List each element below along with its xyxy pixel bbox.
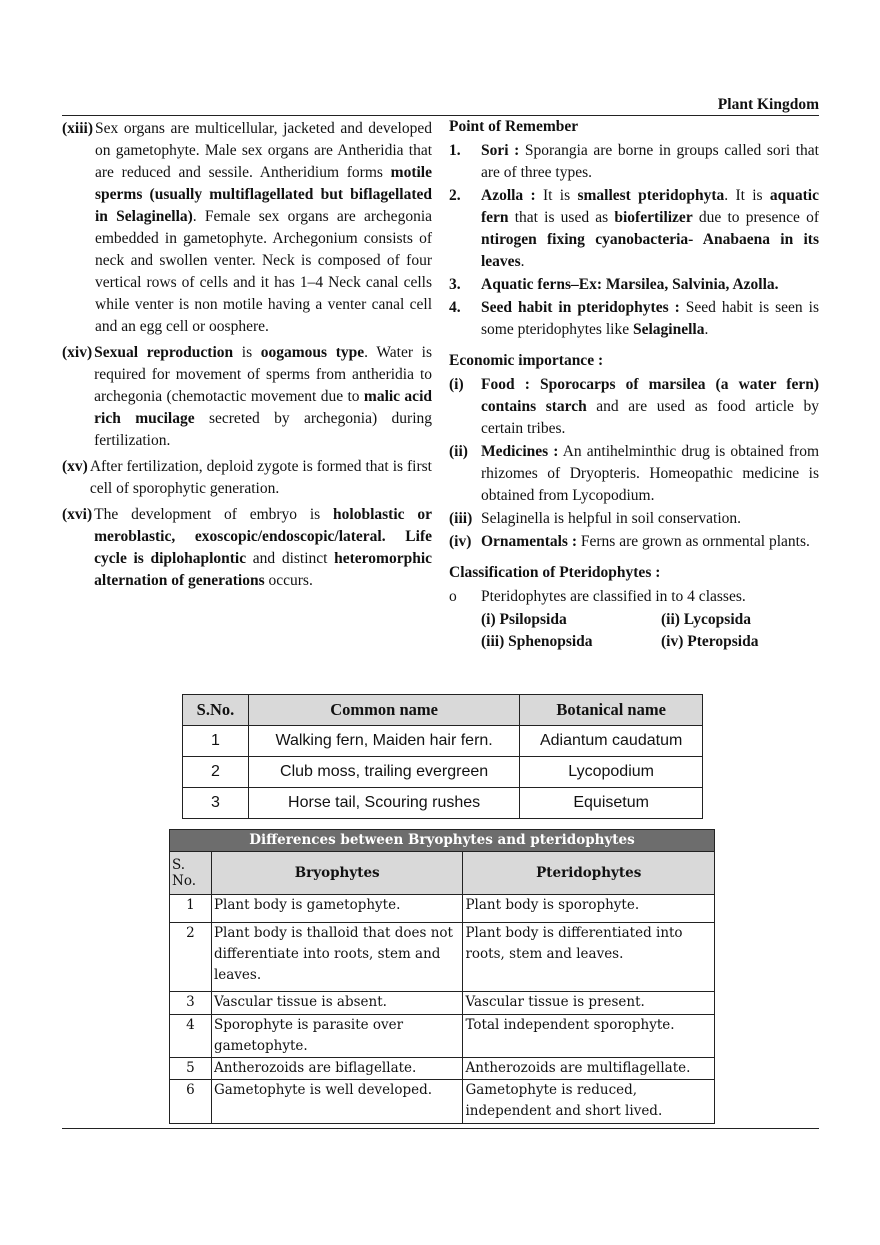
item-number: (ii) [449,443,468,460]
column-header: Pteridophytes [463,852,715,895]
paragraph-number: (xiv) [62,344,93,361]
item-number: (iv) [449,533,472,550]
table-row [183,757,703,788]
paragraph-xv [62,456,432,500]
table-cell: Vascular tissue is absent. [211,992,463,1015]
left-column [62,118,432,596]
table-row [170,895,715,923]
remember-item [449,297,819,341]
item-number: (iii) [449,510,473,527]
table-cell: 2 [170,923,212,992]
table-row [183,726,703,757]
class-list [449,609,819,653]
remember-item [449,274,819,296]
table-cell: Antherozoids are biflagellate. [211,1057,463,1079]
table-cell: 3 [170,992,212,1015]
item-text: Ornamentals : Ferns are grown as ornmental plants. [481,533,810,550]
differences-table [169,829,715,1124]
paragraph-xiv [62,342,432,452]
table-cell: Plant body is gametophyte. [211,895,463,923]
table-row [183,788,703,819]
item-number: 1. [449,142,461,159]
paragraph-text: After fertilization, deploid zygote is formed that is first cell of sporophytic generation. [89,458,432,497]
table-cell: Horse tail, Scouring rushes [248,788,519,819]
column-header: Common name [248,695,519,726]
paragraph-text: The development of embryo is holoblastic or meroblastic, exoscopic/endoscopic/lateral. Life cycle is diplohaplontic and distinct heteromorphic alternation of generations occurs. [94,506,432,589]
remember-item [449,140,819,184]
table-row [170,992,715,1015]
item-number: 4. [449,299,461,316]
table-header-row [170,852,715,895]
classification-item [449,586,819,608]
class-item: (iii) Sphenopsida [481,633,593,650]
table-cell: 6 [170,1079,212,1123]
item-text: Seed habit in pteridophytes : Seed habit is seen is some pteridophytes like Selaginella. [481,299,819,338]
paragraph-number: (xv) [62,458,88,475]
table-cell: 4 [170,1015,212,1058]
item-text: Azolla : It is smallest pteridophyta. It is aquatic fern that is used as biofertilizer due to presence of ntirogen fixing cyanobacteria- Anabaena in its leaves. [481,187,819,270]
column-header: Botanical name [520,695,703,726]
table-cell: Sporophyte is parasite over gametophyte. [211,1015,463,1058]
table-row [170,1057,715,1079]
paragraph-text: Sexual reproduction is oogamous type. Water is required for movement of sperms from antheridia to archegonia (chemotactic movement due to malic acid rich mucilage secreted by archegonia) during fertilization. [94,344,432,449]
paragraph-xiii [62,118,432,338]
table-cell: Gametophyte is reduced, independent and short lived. [463,1079,715,1123]
table-cell: Equisetum [520,788,703,819]
economic-item [449,374,819,440]
table-cell: 1 [183,726,249,757]
table-cell: Lycopodium [520,757,703,788]
table-cell: Total independent sporophyte. [463,1015,715,1058]
paragraph-xvi [62,504,432,592]
classification-text: Pteridophytes are classified in to 4 classes. [481,588,746,605]
names-table [182,694,703,819]
table-cell: 2 [183,757,249,788]
bullet-icon: o [449,588,457,605]
class-item: (iv) Pteropsida [661,633,759,650]
remember-heading: Point of Remember [449,118,579,135]
table-row [170,923,715,992]
class-item: (ii) Lycopsida [661,611,752,628]
paragraph-number: (xvi) [62,506,93,523]
table-cell: 1 [170,895,212,923]
economic-item [449,508,819,530]
economic-heading: Economic importance : [449,352,604,369]
table-cell: Plant body is thalloid that does not differentiate into roots, stem and leaves. [211,923,463,992]
column-header: Bryophytes [211,852,463,895]
paragraph-text: Sex organs are multicellular, jacketed and developed on gametophyte. Male sex organs are Antheridia that are reduced and sessile. Antheridium forms motile sperms (usually multiflagellated but biflagellated in Selaginella). Female sex organs are archegonia embedded in gametophyte. Archegonium consists of neck and swollen venter. Neck is composed of four vertical rows of cells and it has 1–4 Neck canal cells while venter is non motile having a venter canal cell and an egg cell or oosphere. [95,120,432,335]
class-item: (i) Psilopsida [481,611,567,628]
item-number: 3. [449,276,461,293]
table-cell: Adiantum caudatum [520,726,703,757]
classification-heading: Classification of Pteridophytes : [449,564,661,581]
table-cell: Antherozoids are multiflagellate. [463,1057,715,1079]
item-text: Medicines : An antihelminthic drug is obtained from rhizomes of Dryopteris. Homeopathic medicine is obtained from Lycopodium. [481,443,819,504]
economic-item [449,441,819,507]
table-cell: Walking fern, Maiden hair fern. [248,726,519,757]
table-cell: 3 [183,788,249,819]
right-column [449,116,819,653]
remember-item [449,185,819,273]
table-cell: Club moss, trailing evergreen [248,757,519,788]
column-header: S. No. [170,852,212,895]
paragraph-number: (xiii) [62,120,93,137]
table-row [170,1079,715,1123]
item-number: (i) [449,376,464,393]
column-header: S.No. [183,695,249,726]
table-cell: 5 [170,1057,212,1079]
table-cell: Plant body is differentiated into roots, stem and leaves. [463,923,715,992]
footer-rule [62,1128,819,1129]
item-number: 2. [449,187,461,204]
economic-item [449,531,819,553]
item-text: Aquatic ferns–Ex: Marsilea, Salvinia, Azolla. [481,276,779,293]
item-text: Selaginella is helpful in soil conservation. [481,510,742,527]
table-cell: Vascular tissue is present. [463,992,715,1015]
page-header [62,94,819,116]
running-title: Plant Kingdom [717,96,819,113]
table-row [170,1015,715,1058]
item-text: Food : Sporocarps of marsilea (a water fern) contains starch and are used as food article by certain tribes. [481,376,819,437]
table-cell: Plant body is sporophyte. [463,895,715,923]
item-text: Sori : Sporangia are borne in groups called sori that are of three types. [481,142,819,181]
table-header-row [183,695,703,726]
table-cell: Gametophyte is well developed. [211,1079,463,1123]
table-caption: Differences between Bryophytes and pteridophytes [170,830,715,852]
